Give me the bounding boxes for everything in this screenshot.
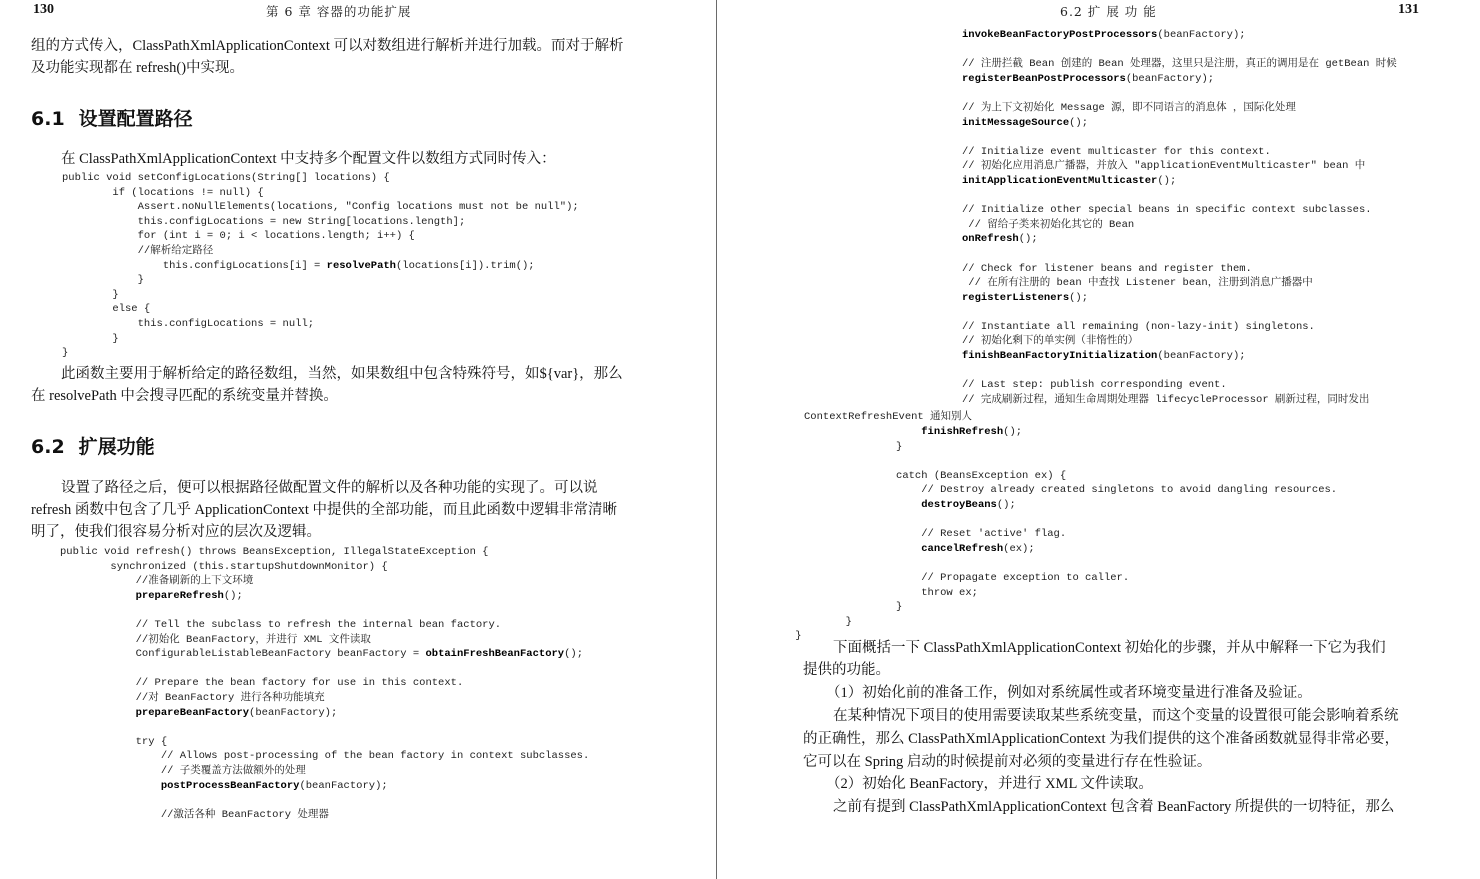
- code-line: // Initialize other special beans in specific context subclasses.: [962, 204, 1372, 217]
- code-line: }: [112, 332, 119, 345]
- code-line: try {: [135, 735, 168, 748]
- paragraph-line: 下面概括一下 ClassPathXmlApplicationContext 初始化的步骤，并从中解释一下它为我们: [833, 640, 1386, 656]
- code-line: }: [137, 274, 144, 287]
- code-block-refresh-part3: [770, 425, 1337, 644]
- paragraph-line: 在某种情况下项目的使用需要读取某些系统变量，而这个变量的设置很可能会影响着系统: [833, 708, 1399, 724]
- paragraph-line: 它可以在 Spring 启动的时候提前对必须的变量进行存在性验证。: [803, 754, 1212, 770]
- code-line: prepareBeanFactory(beanFactory);: [135, 706, 338, 719]
- code-line: registerBeanPostProcessors(beanFactory);: [962, 72, 1215, 85]
- code-line: //准备刷新的上下文环境: [135, 575, 254, 588]
- left-page: [0, 0, 716, 879]
- code-line: // 初始化应用消息广播器，并放入 "applicationEventMulticaster" bean 中: [962, 160, 1366, 173]
- paragraph-line: 在 ClassPathXmlApplicationContext 中支持多个配置文件以数组方式同时传入：: [61, 151, 556, 167]
- code-line: finishBeanFactoryInitialization(beanFactory);: [962, 350, 1246, 363]
- code-line: // 子类覆盖方法做额外的处理: [160, 764, 306, 777]
- paragraph-line: 在 resolvePath 中会搜寻匹配的系统变量并替换。: [31, 388, 338, 404]
- right-page: [718, 0, 1480, 879]
- page-gutter: [716, 0, 717, 879]
- code-line: // 留给子类来初始化其它的 Bean: [968, 218, 1135, 231]
- code-block-refresh-part2: [962, 28, 1397, 407]
- code-line: cancelRefresh(ex);: [921, 542, 1035, 555]
- code-line: // Tell the subclass to refresh the internal bean factory.: [135, 618, 502, 631]
- code-line: }: [896, 440, 903, 453]
- code-line: }: [896, 601, 903, 614]
- code-line: prepareRefresh();: [135, 589, 243, 602]
- paragraph-line: 明了，使我们很容易分析对应的层次及逻辑。: [31, 524, 321, 540]
- paragraph-line: 的正确性，那么 ClassPathXmlApplicationContext 为我们提供的这个准备函数就显得非常必要，: [803, 731, 1400, 747]
- code-line: public void setConfigLocations(String[] locations) {: [62, 172, 390, 184]
- code-line: catch (BeansException ex) {: [896, 469, 1067, 482]
- section-heading-6-2: [31, 432, 155, 459]
- code-line: invokeBeanFactoryPostProcessors(beanFactory);: [962, 29, 1246, 41]
- section-heading-6-1: [31, 104, 193, 131]
- code-wrap-line: ContextRefreshEvent 通知别人: [804, 411, 973, 423]
- paragraph-line: 及功能实现都在 refresh()中实现。: [31, 60, 245, 76]
- paragraph-line: refresh 函数中包含了几乎 ApplicationContext 中提供的全部功能，而且此函数中逻辑非常清晰: [31, 502, 617, 518]
- code-line: //激活各种 BeanFactory 处理器: [160, 808, 329, 821]
- section-number: 6.1: [31, 108, 65, 130]
- code-block-setConfigLocations: [62, 171, 579, 361]
- paragraph-line: 之前有提到 ClassPathXmlApplicationContext 包含着 BeanFactory 所提供的一切特征，那么: [833, 799, 1395, 815]
- chapter-header: 第 6 章 容器的功能扩展: [266, 4, 412, 19]
- code-line: registerListeners();: [962, 291, 1089, 304]
- code-line: // Propagate exception to caller.: [921, 571, 1130, 584]
- code-line: if (locations != null) {: [112, 186, 264, 199]
- section-title: 扩展功能: [78, 436, 155, 458]
- section-header: 6.2 扩 展 功 能: [1060, 4, 1157, 19]
- code-line: //对 BeanFactory 进行各种功能填充: [135, 691, 325, 704]
- code-line: Assert.noNullElements(locations, "Config locations must not be null");: [137, 201, 579, 214]
- code-line: this.configLocations = new String[locations.length];: [137, 215, 466, 228]
- paragraph-line: 组的方式传入，ClassPathXmlApplicationContext 可以对数组进行解析并进行加载。而对于解析: [31, 38, 624, 54]
- paragraph-line: 此函数主要用于解析给定的路径数组，当然，如果数组中包含特殊符号，如${var}，那么: [61, 366, 623, 382]
- code-line: // Reset 'active' flag.: [921, 528, 1067, 541]
- code-line: // Destroy already created singletons to avoid dangling resources.: [921, 484, 1338, 497]
- code-line: // 为上下文初始化 Message 源，即不同语言的消息体 ，国际化处理: [962, 101, 1296, 114]
- step-1-heading: （1）初始化前的准备工作，例如对系统属性或者环境变量进行准备及验证。: [826, 685, 1312, 701]
- code-line: }: [62, 347, 69, 360]
- code-line: //解析给定路径: [137, 244, 214, 257]
- code-block-refresh-part1: [60, 545, 589, 822]
- code-line: // Initialize event multicaster for this context.: [962, 145, 1271, 158]
- code-line: this.configLocations = null;: [137, 317, 315, 330]
- code-line: for (int i = 0; i < locations.length; i++) {: [137, 230, 415, 243]
- code-line: // 注册拦截 Bean 创建的 Bean 处理器，这里只是注册，真正的调用是在 getBean 时候: [962, 58, 1397, 71]
- code-line: }: [845, 615, 852, 628]
- code-line: // 完成刷新过程，通知生命周期处理器 lifecycleProcessor 刷新过程，同时发出: [962, 393, 1370, 406]
- code-line: // Allows post-processing of the bean factory in context subclasses.: [160, 750, 590, 763]
- code-line: // 初始化剩下的单实例（非惰性的）: [962, 335, 1139, 348]
- paragraph-line: 设置了路径之后，便可以根据路径做配置文件的解析以及各种功能的实现了。可以说: [61, 480, 598, 496]
- page-number-left: 130: [33, 2, 54, 17]
- code-line: // Instantiate all remaining (non-lazy-init) singletons.: [962, 320, 1315, 333]
- section-number: 6.2: [31, 436, 65, 458]
- code-line: // Prepare the bean factory for use in this context.: [135, 677, 464, 690]
- code-line: throw ex;: [921, 586, 978, 599]
- code-line: initApplicationEventMulticaster();: [962, 174, 1177, 187]
- code-line: // Check for listener beans and register them.: [962, 262, 1252, 275]
- code-line: this.configLocations[i] = resolvePath(locations[i]).trim();: [62, 259, 535, 272]
- code-line: // Last step: publish corresponding event.: [962, 379, 1227, 392]
- code-line: else {: [112, 303, 151, 316]
- paragraph-line: 提供的功能。: [803, 662, 890, 678]
- code-line: public void refresh() throws BeansException, IllegalStateException {: [60, 546, 489, 558]
- section-title: 设置配置路径: [78, 108, 193, 130]
- code-line: finishRefresh();: [921, 426, 1023, 438]
- code-line: destroyBeans();: [921, 498, 1016, 511]
- code-line: synchronized (this.startupShutdownMonitor) {: [110, 560, 388, 573]
- code-line: }: [795, 630, 802, 643]
- code-line: ConfigurableListableBeanFactory beanFactory = obtainFreshBeanFactory();: [60, 648, 583, 661]
- code-line: onRefresh();: [962, 233, 1038, 246]
- step-2-heading: （2）初始化 BeanFactory，并进行 XML 文件读取。: [826, 776, 1153, 792]
- code-line: postProcessBeanFactory(beanFactory);: [160, 779, 388, 792]
- code-line: initMessageSource();: [962, 116, 1089, 129]
- code-line: }: [112, 288, 119, 301]
- page-number-right: 131: [1398, 2, 1419, 17]
- code-line: // 在所有注册的 bean 中查找 Listener bean，注册到消息广播器中: [968, 277, 1313, 290]
- code-line: //初始化 BeanFactory，并进行 XML 文件读取: [135, 633, 371, 646]
